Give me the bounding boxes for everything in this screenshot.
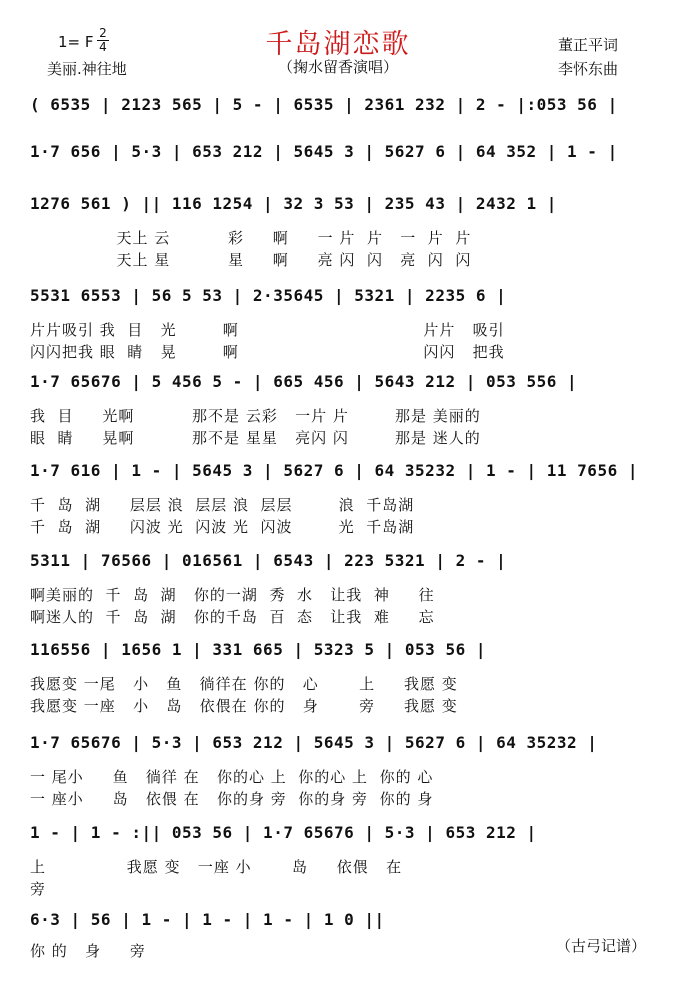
score-system-4 (30, 286, 646, 382)
lyrics-verse-2: 我愿变 一座 小 岛 依偎在 你的 身 旁 我愿 变 (30, 697, 458, 715)
score-system-11 (30, 910, 646, 970)
lyrics-verse-1: 你 的 身 旁 (30, 942, 146, 960)
notation-line: 1·7 65676 | 5 456 5 - | 665 456 | 5643 212 | 053 556 | (30, 372, 578, 391)
notation-line: 1276 561 ) || 116 1254 | 32 3 53 | 235 43 | 2432 1 | (30, 194, 557, 213)
notation-line: 5531 6553 | 56 5 53 | 2·35645 | 5321 | 2235 6 | (30, 286, 507, 305)
lyrics-verse-1: 我愿变 一尾 小 鱼 徜徉在 你的 心 上 我愿 变 (30, 675, 458, 693)
time-signature-top: 2 (99, 26, 107, 40)
lyrics-verse-2: 旁 (30, 880, 47, 898)
time-signature (97, 27, 109, 54)
lyrics-verse-2: 啊迷人的 千 岛 湖 你的千岛 百 态 让我 难 忘 (30, 608, 435, 626)
notation-line: 6·3 | 56 | 1 - | 1 - | 1 - | 1 0 || (30, 910, 385, 929)
lyrics-verse-1: 片片吸引 我 目 光 啊 片片 吸引 (30, 321, 505, 339)
time-signature-bottom: 4 (97, 40, 109, 54)
lyrics-verse-2: 千 岛 湖 闪波 光 闪波 光 闪波 光 千岛湖 (30, 518, 415, 536)
singer: （掬水留香演唱） (277, 58, 398, 76)
score-system-3 (30, 194, 646, 290)
lyrics-verse-2: 一 座小 岛 依偎 在 你的身 旁 你的身 旁 你的 身 (30, 790, 434, 808)
notation-line: 116556 | 1656 1 | 331 665 | 5323 5 | 053 56 | (30, 640, 486, 659)
score-system-9 (30, 733, 646, 829)
notation-line: 5311 | 76566 | 016561 | 6543 | 223 5321 | 2 - | (30, 551, 507, 570)
lyrics-verse-1: 上 我愿 变 一座 小 岛 依偎 在 (30, 858, 403, 876)
song-title: 千岛湖恋歌 (265, 29, 411, 60)
composer: 李怀东曲 (558, 60, 619, 78)
notation-line: 1 - | 1 - :|| 053 56 | 1·7 65676 | 5·3 | 653 212 | (30, 823, 537, 842)
transcription-credit: （古弓记谱） (555, 937, 646, 955)
score-system-6 (30, 461, 646, 557)
lyrics-verse-2: 天上 星 星 啊 亮 闪 闪 亮 闪 闪 (30, 251, 472, 269)
notation-line: 1·7 656 | 5·3 | 653 212 | 5645 3 | 5627 6 | 64 352 | 1 - | (30, 142, 618, 161)
lyricist: 董正平词 (558, 36, 619, 54)
lyrics-verse-2: 闪闪把我 眼 睛 晃 啊 闪闪 把我 (30, 343, 505, 361)
performance-style: 美丽.神往地 (47, 60, 127, 78)
score-system-8 (30, 640, 646, 736)
lyrics-verse-1: 一 尾小 鱼 徜徉 在 你的心 上 你的心 上 你的 心 (30, 768, 434, 786)
notation-line: ( 6535 | 2123 565 | 5 - | 6535 | 2361 232 | 2 - |:053 56 | (30, 95, 618, 114)
notation-line: 1·7 65676 | 5·3 | 653 212 | 5645 3 | 5627 6 | 64 35232 | (30, 733, 598, 752)
notation-line: 1·7 616 | 1 - | 5645 3 | 5627 6 | 64 35232 | 1 - | 11 7656 | (30, 461, 638, 480)
score-system-5 (30, 372, 646, 468)
lyrics-verse-1: 千 岛 湖 层层 浪 层层 浪 层层 浪 千岛湖 (30, 496, 415, 514)
lyrics-verse-2: 眼 睛 晃啊 那不是 星星 亮闪 闪 那是 迷人的 (30, 429, 481, 447)
score-system-10 (30, 823, 646, 919)
lyrics-verse-1: 啊美丽的 千 岛 湖 你的一湖 秀 水 让我 神 往 (30, 586, 435, 604)
lyrics-verse-1: 天上 云 彩 啊 一 片 片 一 片 片 (30, 229, 472, 247)
key-signature: 1= F (58, 33, 94, 51)
score-system-7 (30, 551, 646, 647)
lyrics-verse-1: 我 目 光啊 那不是 云彩 一片 片 那是 美丽的 (30, 407, 481, 425)
